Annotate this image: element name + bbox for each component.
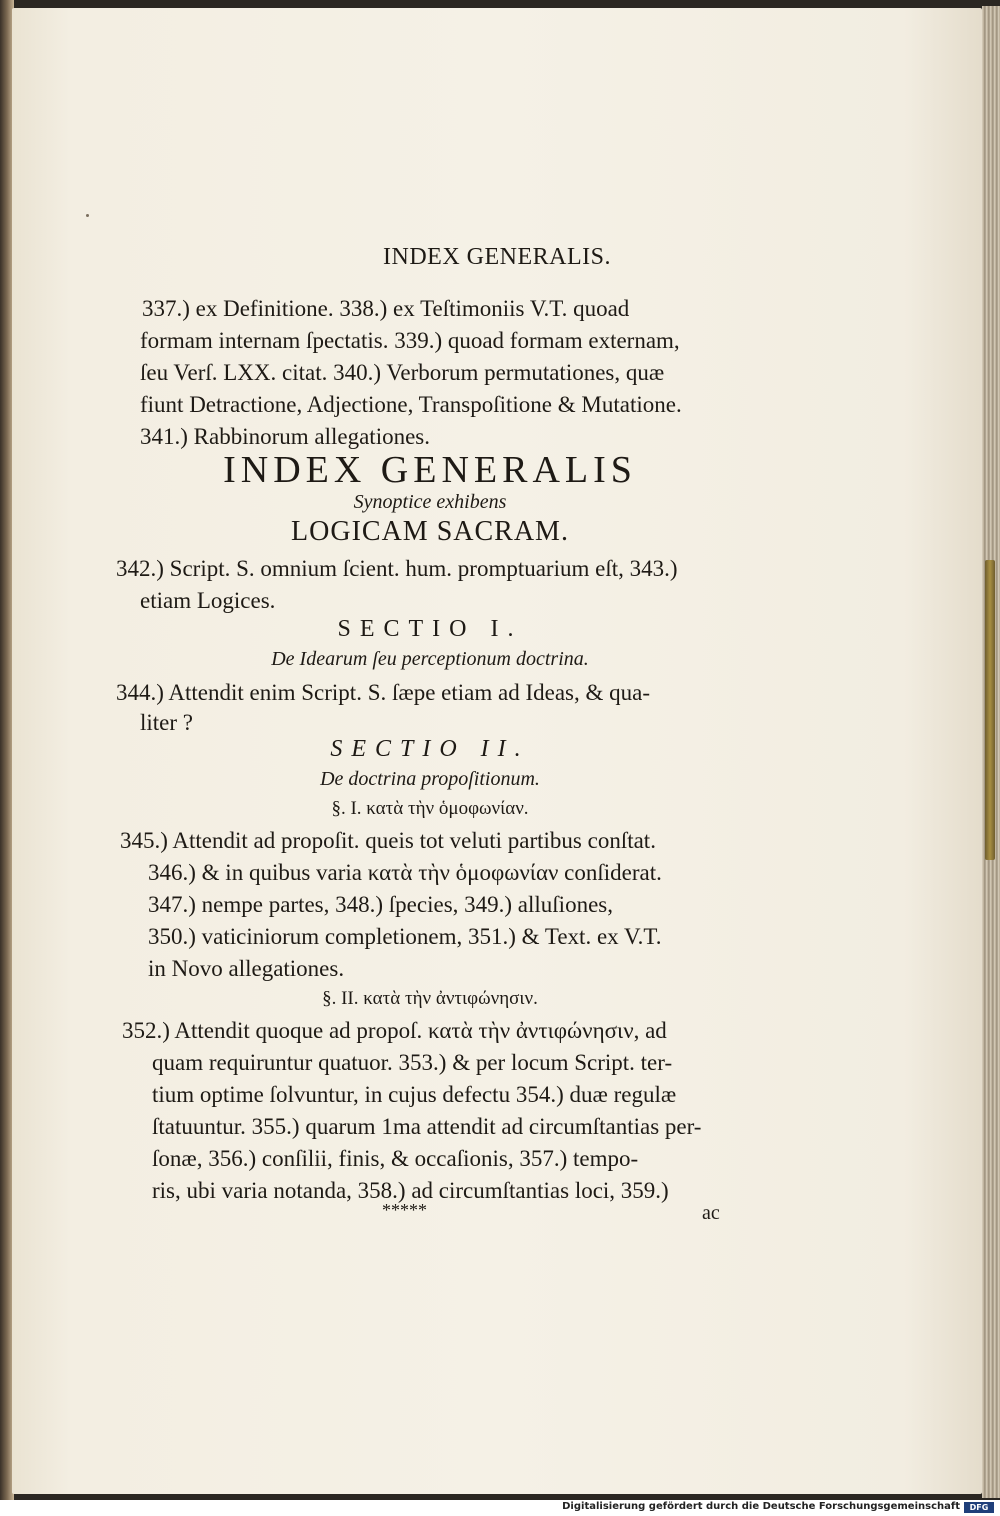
text-line: liter ? xyxy=(140,710,193,735)
book-page xyxy=(12,8,982,1494)
text-line: tium optime ſolvuntur, in cujus defectu 354.) duæ regulæ xyxy=(152,1082,677,1107)
subtitle: Synoptice exhibens xyxy=(353,491,507,513)
text-line: in Novo allegationes. xyxy=(148,956,345,981)
text-line: fiunt Detractione, Adjectione, Transpoſitione & Mutatione. xyxy=(140,392,682,417)
text-line: ſeu Verſ. LXX. citat. 340.) Verborum permutationes, quæ xyxy=(140,360,665,385)
text-line: 347.) nempe partes, 348.) ſpecies, 349.) alluſiones, xyxy=(148,892,613,917)
paragraph-heading: §. II. κατὰ τὴν ἀντιφώνησιν. xyxy=(322,988,538,1009)
section-heading: SECTIO I. xyxy=(337,616,523,642)
signature-mark: ***** xyxy=(382,1200,427,1220)
text-line: etiam Logices. xyxy=(140,588,276,613)
text-line: 346.) & in quibus varia κατὰ τὴν ὁμοφωνίαν conſiderat. xyxy=(148,860,662,885)
text-line: formam internam ſpectatis. 339.) quoad formam externam, xyxy=(140,328,680,353)
bookmark-ribbon xyxy=(985,560,995,860)
text-line: 345.) Attendit ad propoſit. queis tot veluti partibus conſtat. xyxy=(120,828,656,853)
catchword: ac xyxy=(702,1202,720,1224)
text-line: quam requiruntur quatuor. 353.) & per locum Script. ter- xyxy=(152,1050,673,1075)
text-line: 344.) Attendit enim Script. S. ſæpe etiam ad Ideas, & qua- xyxy=(116,680,651,705)
subject-title: LOGICAM SACRAM. xyxy=(291,516,569,547)
funding-notice: Digitalisierung gefördert durch die Deutsche Forschungsgemeinschaft xyxy=(562,1501,960,1512)
text-line: ſonæ, 356.) conſilii, finis, & occaſionis, 357.) tempo- xyxy=(152,1146,639,1171)
text-line: ris, ubi varia notanda, 358.) ad circumſtantias loci, 359.) xyxy=(152,1178,669,1203)
text-line: 337.) ex Definitione. 338.) ex Teſtimoniis V.T. quoad xyxy=(142,296,630,321)
running-head: INDEX GENERALIS. xyxy=(383,244,611,270)
text-line: 352.) Attendit quoque ad propoſ. κατὰ τὴν ἀντιφώνησιν, ad xyxy=(122,1018,667,1043)
paper-speck xyxy=(86,214,89,217)
text-line: 342.) Script. S. omnium ſcient. hum. promptuarium eſt, 343.) xyxy=(116,556,678,581)
dfg-logo: DFG xyxy=(964,1502,994,1513)
text-line: 350.) vaticiniorum completionem, 351.) & Text. ex V.T. xyxy=(148,924,662,949)
paragraph-heading: §. I. κατὰ τὴν ὁμοφωνίαν. xyxy=(331,798,529,819)
section-subheading: De Idearum ſeu perceptionum doctrina. xyxy=(271,648,589,670)
text-line: 341.) Rabbinorum allegationes. xyxy=(140,424,430,449)
text-line: ſtatuuntur. 355.) quarum 1ma attendit ad circumſtantias per- xyxy=(152,1114,702,1139)
section-subheading: De doctrina propoſitionum. xyxy=(320,768,540,790)
section-heading: SECTIO II. xyxy=(330,736,530,762)
main-title: INDEX GENERALIS xyxy=(223,449,637,491)
footer-bar xyxy=(0,1500,1000,1516)
